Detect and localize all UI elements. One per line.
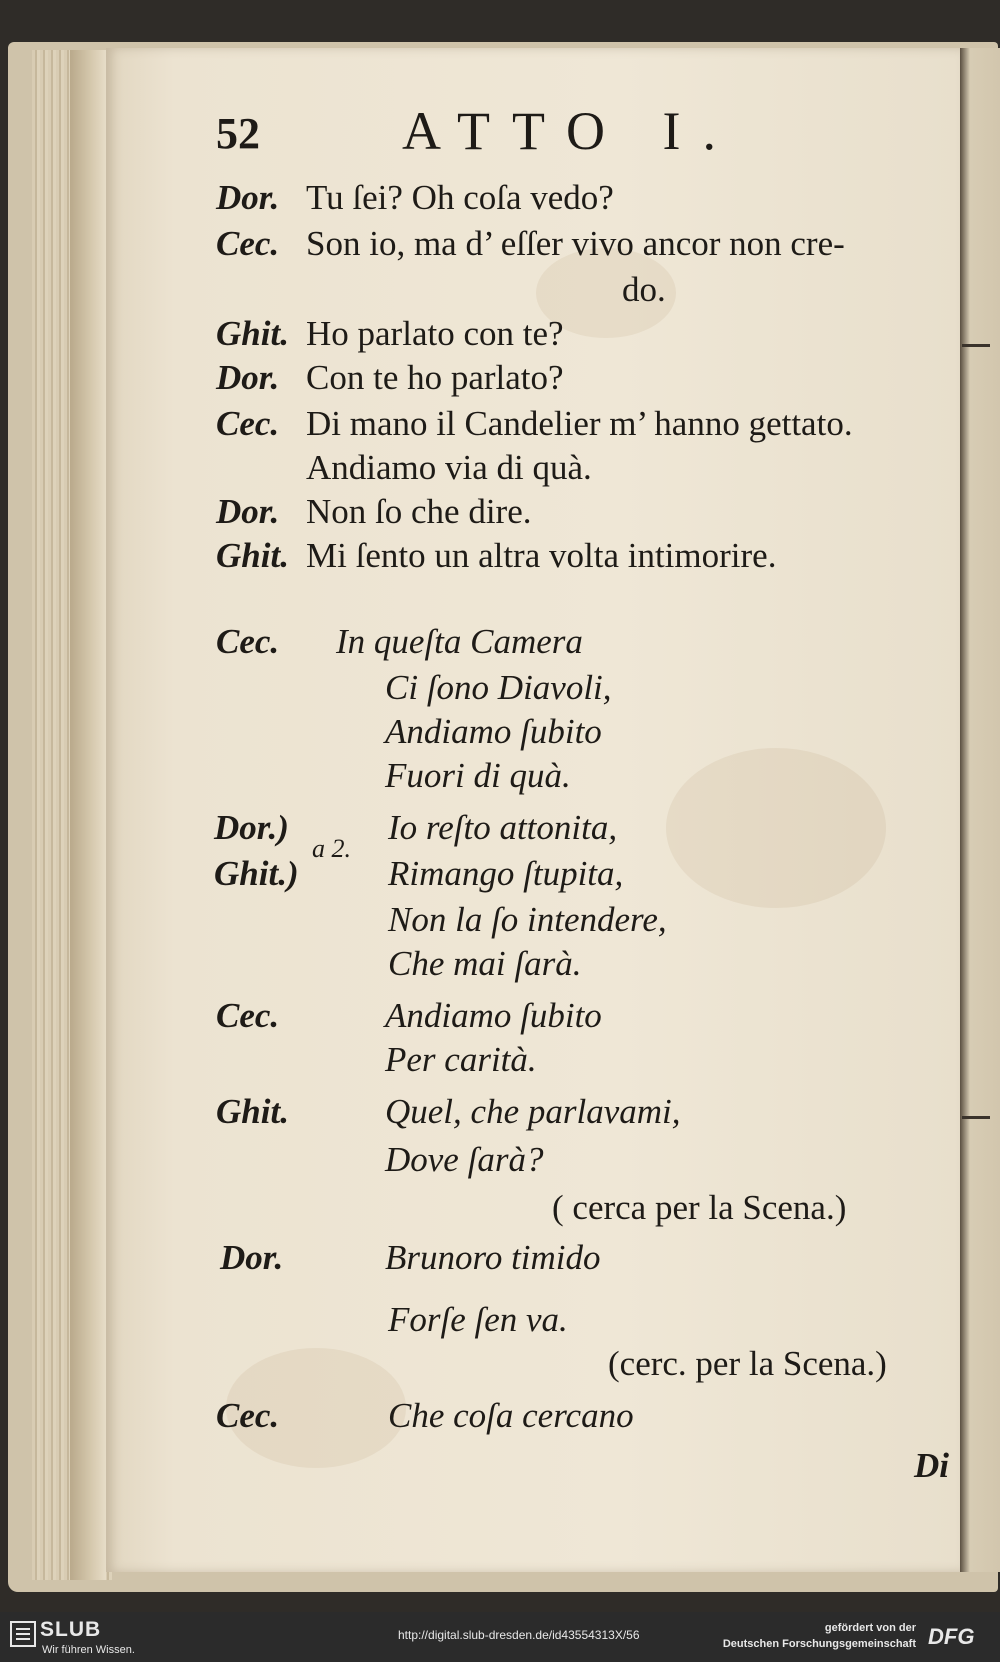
a-due-marking: a 2. — [312, 834, 351, 863]
funding-line-2: Deutschen Forschungsgemeinschaft — [722, 1638, 916, 1650]
dialogue-line: Ho parlato con te? — [306, 314, 564, 353]
speaker-label: Ghit.) — [214, 854, 299, 893]
verse-line: Non la ſo intendere, — [388, 900, 667, 939]
source-url-link[interactable]: http://digital.slub-dresden.de/id43554313X/56 — [398, 1628, 640, 1642]
dialogue-line: Son io, ma d’ eſſer vivo ancor non cre- — [306, 224, 845, 263]
page-tab-mark — [962, 1116, 990, 1119]
speaker-label: Ghit. — [216, 536, 289, 575]
speaker-label: Dor.) — [214, 808, 289, 847]
verse-line: Che coſa cercano — [388, 1396, 634, 1435]
speaker-label: Ghit. — [216, 314, 289, 353]
slub-tagline: Wir führen Wissen. — [42, 1644, 135, 1656]
verse-line: Andiamo ſubito — [385, 712, 602, 751]
verse-line: Forſe ſen va. — [388, 1300, 568, 1339]
verse-line: In queſta Camera — [336, 622, 583, 661]
funding-line-1: gefördert von der — [824, 1622, 916, 1634]
gutter — [70, 50, 106, 1580]
dialogue-line: Non ſo che dire. — [306, 492, 532, 531]
dialogue-line: Mi ſento un altra volta intimorire. — [306, 536, 777, 575]
stage-direction: ( cerca per la Scena.) — [552, 1188, 847, 1227]
catchword: Di — [914, 1446, 949, 1485]
slub-logo-icon — [10, 1621, 36, 1647]
slub-logo-text: SLUB — [40, 1618, 102, 1641]
verse-line: Io reſto attonita, — [388, 808, 618, 847]
next-page-edge — [960, 48, 1000, 1572]
running-title: ATTO I. — [402, 101, 738, 161]
dialogue-line: Con te ho parlato? — [306, 358, 564, 397]
verse-line: Ci ſono Diavoli, — [385, 668, 612, 707]
speaker-label: Dor. — [220, 1238, 284, 1277]
page-number: 52 — [216, 109, 260, 158]
speaker-label: Cec. — [216, 404, 280, 443]
dialogue-line-continuation: Andiamo via di quà. — [306, 448, 592, 487]
dialogue-line: Di mano il Candelier m’ hanno gettato. — [306, 404, 853, 443]
speaker-label: Cec. — [216, 622, 280, 661]
speaker-label: Cec. — [216, 224, 280, 263]
speaker-label: Dor. — [216, 178, 280, 217]
dialogue-line: Tu ſei? Oh coſa vedo? — [306, 178, 614, 217]
verse-line: Per carità. — [385, 1040, 537, 1079]
speaker-label: Ghit. — [216, 1092, 289, 1131]
dialogue-line-continuation: do. — [622, 270, 666, 309]
verse-line: Brunoro timido — [385, 1238, 601, 1277]
viewer-footer — [0, 1612, 1000, 1662]
verse-line: Che mai ſarà. — [388, 944, 582, 983]
dfg-logo: DFG — [928, 1624, 975, 1649]
page-tab-mark — [962, 344, 990, 347]
verse-line: Andiamo ſubito — [385, 996, 602, 1035]
speaker-label: Cec. — [216, 1396, 280, 1435]
verse-line: Fuori di quà. — [385, 756, 571, 795]
speaker-label: Dor. — [216, 358, 280, 397]
verse-line: Dove ſarà? — [385, 1140, 544, 1179]
stage-direction: (cerc. per la Scena.) — [608, 1344, 887, 1383]
speaker-label: Cec. — [216, 996, 280, 1035]
verse-line: Rimango ſtupita, — [388, 854, 624, 893]
speaker-label: Dor. — [216, 492, 280, 531]
verse-line: Quel, che parlavami, — [385, 1092, 681, 1131]
